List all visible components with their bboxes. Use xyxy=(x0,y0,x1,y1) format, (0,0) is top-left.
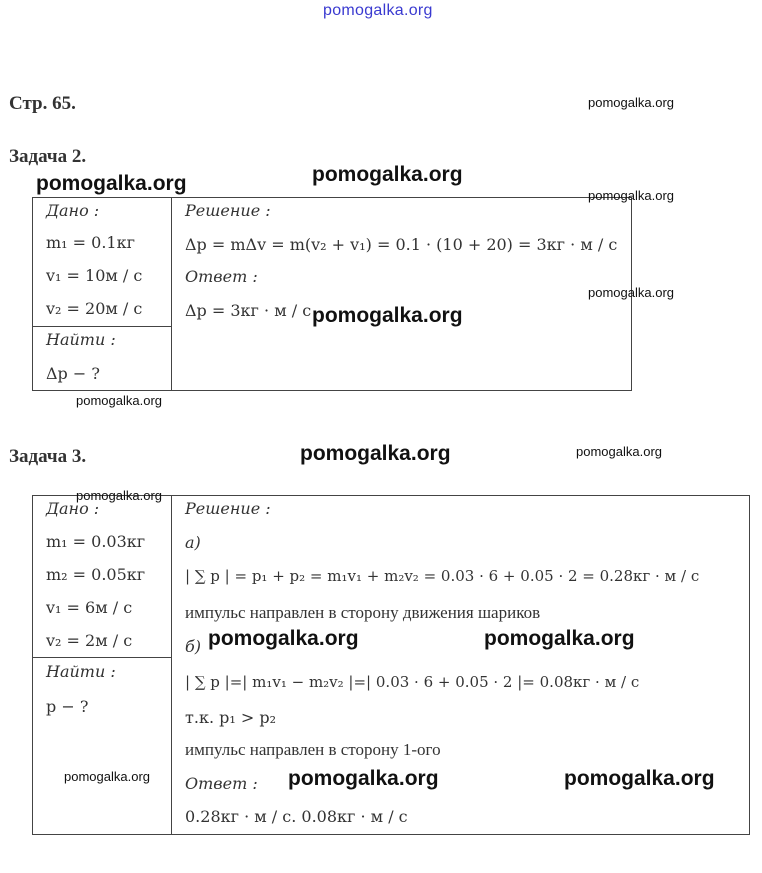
task3-given-m1: m₁ = 0.03кг xyxy=(46,532,146,551)
task3-given-find-divider xyxy=(32,657,172,658)
task2-find-label: Найти : xyxy=(46,330,116,349)
task3-find-label: Найти : xyxy=(46,662,116,681)
watermark: pomogalka.org xyxy=(76,393,162,408)
task3-answer: 0.28кг · м / с. 0.08кг · м / с xyxy=(185,807,408,826)
watermark-top: pomogalka.org xyxy=(323,2,433,19)
task3-text-a: импульс направлен в сторону движения шариков xyxy=(185,603,541,622)
task3-given-label: Дано : xyxy=(46,499,100,518)
task2-answer: Δp = 3кг · м / с xyxy=(185,301,312,320)
task3-given-v2: v₂ = 2м / с xyxy=(46,631,133,650)
task2-given-find-divider xyxy=(32,326,172,327)
task2-given-m1: m₁ = 0.1кг xyxy=(46,233,135,252)
watermark: pomogalka.org xyxy=(300,442,451,465)
task3-find: p − ? xyxy=(46,697,89,716)
task3-cond-b: т.к. p₁ > p₂ xyxy=(185,708,276,727)
watermark: pomogalka.org xyxy=(36,172,187,195)
task2-given-v2: v₂ = 20м / с xyxy=(46,299,143,318)
watermark: pomogalka.org xyxy=(576,444,662,459)
task3-given-m2: m₂ = 0.05кг xyxy=(46,565,146,584)
task3-text-b: импульс направлен в сторону 1-ого xyxy=(185,740,441,759)
watermark: pomogalka.org xyxy=(588,285,674,300)
task3-answer-label: Ответ : xyxy=(185,774,258,793)
task2-divider xyxy=(171,197,172,390)
task2-title: Задача 2. xyxy=(9,146,87,167)
task3-part-a: а) xyxy=(185,533,201,552)
task2-solution: Δp = mΔv = m(v₂ + v₁) = 0.1 · (10 + 20) = 3кг · м / с xyxy=(185,235,618,254)
watermark: pomogalka.org xyxy=(208,627,359,650)
watermark: pomogalka.org xyxy=(312,304,463,327)
watermark: pomogalka.org xyxy=(64,769,150,784)
page-label: Стр. 65. xyxy=(9,93,76,114)
task3-part-b: б) xyxy=(185,637,202,656)
watermark: pomogalka.org xyxy=(484,627,635,650)
task3-divider xyxy=(171,495,172,834)
watermark: pomogalka.org xyxy=(588,188,674,203)
task2-solution-label: Решение : xyxy=(185,201,271,220)
task2-given-v1: v₁ = 10м / с xyxy=(46,266,143,285)
task2-find: Δp − ? xyxy=(46,364,100,383)
task2-given-label: Дано : xyxy=(46,201,100,220)
watermark: pomogalka.org xyxy=(312,163,463,186)
task3-given-v1: v₁ = 6м / с xyxy=(46,598,133,617)
task3-title: Задача 3. xyxy=(9,446,87,467)
watermark: pomogalka.org xyxy=(288,767,439,790)
task3-solution-label: Решение : xyxy=(185,499,271,518)
watermark: pomogalka.org xyxy=(588,95,674,110)
task3-line-a: | ∑ p | = p₁ + p₂ = m₁v₁ + m₂v₂ = 0.03 · 6 + 0.05 · 2 = 0.28кг · м / с xyxy=(185,567,700,585)
watermark: pomogalka.org xyxy=(76,488,162,503)
task3-line-b: | ∑ p |=| m₁v₁ − m₂v₂ |=| 0.03 · 6 + 0.05 · 2 |= 0.08кг · м / с xyxy=(185,673,640,691)
task2-table xyxy=(32,197,632,391)
watermark: pomogalka.org xyxy=(564,767,715,790)
task2-answer-label: Ответ : xyxy=(185,267,258,286)
